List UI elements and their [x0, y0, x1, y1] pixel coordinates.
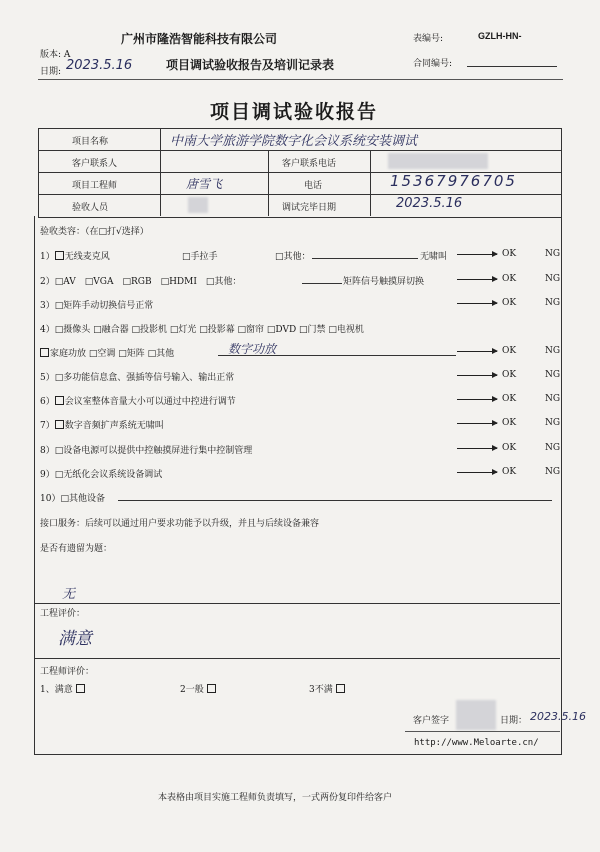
date-label: 日期:	[40, 67, 62, 77]
item-1-ok: OK	[502, 249, 517, 259]
project-name-label: 项目名称	[72, 137, 109, 147]
eval-satisfied-checkbox[interactable]	[76, 684, 85, 693]
engineer-label: 项目工程师	[72, 181, 118, 191]
item-7-ng: NG	[545, 418, 561, 428]
acceptor-redacted	[188, 197, 208, 213]
client-signature-redacted	[456, 700, 496, 730]
item-6-ok: OK	[502, 394, 517, 404]
issues-label: 是否有遗留为题：	[40, 544, 113, 554]
category-intro: 验收类容：（在□打√选择）	[40, 227, 149, 237]
acceptor-label: 验收人员	[72, 203, 109, 213]
item-1-hand-in-hand: □手拉手	[182, 252, 218, 262]
item-6-checkbox[interactable]	[55, 396, 64, 405]
item-5-ng: NG	[545, 370, 561, 380]
form-number-label: 表编号:	[413, 34, 444, 44]
client-sign-label: 客户签字	[413, 716, 450, 726]
item-2: 2）□AV □VGA □RGB □HDMI □其他：	[40, 277, 242, 287]
company-name: 广州市隆浩智能科技有限公司	[121, 32, 278, 46]
finish-date-value: 2023.5.16	[396, 196, 463, 211]
client-phone-label: 客户联系电话	[282, 159, 337, 169]
item-9-ng: NG	[545, 467, 561, 477]
item-3-ok: OK	[502, 298, 517, 308]
eval-average-checkbox[interactable]	[207, 684, 216, 693]
eval-satisfied: 1、满意	[40, 682, 86, 695]
header-date-handwritten: 2023.5.16	[66, 58, 133, 73]
item-3-ng: NG	[545, 298, 561, 308]
contract-number-label: 合同编号:	[413, 59, 453, 69]
engineer-eval-label: 工程师评价：	[40, 667, 95, 677]
item-2-matrix-switch: 矩阵信号触摸屏切换	[343, 277, 425, 287]
project-name-value: 中南大学旅游学院数字化会议系统安装调试	[170, 134, 418, 149]
issues-value: 无	[62, 587, 76, 602]
item-1: 1） 无线麦克风	[40, 252, 110, 262]
item-1-no-howl: 无啸叫	[420, 252, 448, 262]
item-8-ok: OK	[502, 443, 517, 453]
item-9-ok: OK	[502, 467, 517, 477]
form-number-value: GZLH-HN-	[478, 31, 522, 41]
phone-value: 15367976705	[390, 172, 517, 190]
item-8: 8）□设备电源可以提供中控触摸屏进行集中控制管理	[40, 446, 253, 456]
engineering-eval-value: 满意	[58, 629, 92, 649]
item-4-ok: OK	[502, 346, 517, 356]
item-7: 7） 数字音频扩声系统无啸叫	[40, 421, 164, 431]
version: 版本: A	[40, 50, 71, 60]
phone-label: 电话	[304, 181, 323, 191]
eval-unsatisfied-checkbox[interactable]	[336, 684, 345, 693]
item-7-checkbox[interactable]	[55, 420, 64, 429]
item-3: 3）□矩阵手动切换信号正常	[40, 301, 154, 311]
item-2-ng: NG	[545, 274, 561, 284]
website: http://www.Meloarte.cn/	[414, 738, 539, 748]
document-title: 项目调试验收报告及培训记录表	[166, 58, 335, 72]
form-frame	[34, 216, 562, 755]
item-4-handwritten: 数字功放	[228, 342, 277, 356]
engineer-value: 唐雪飞	[186, 177, 223, 191]
engineering-eval-label: 工程评价：	[40, 609, 86, 619]
item-1-ng: NG	[545, 249, 561, 259]
item-6: 6） 会议室整体音量大小可以通过中控进行调节	[40, 397, 236, 407]
footer-note: 本表格由项目实施工程师负责填写，一式两份复印件给客户	[158, 793, 393, 803]
item-4-row-2: 家庭功放 □空调 □矩阵 □其他	[40, 346, 174, 359]
client-contact-label: 客户联系人	[72, 159, 118, 169]
sign-date-value: 2023.5.16	[530, 710, 586, 723]
item-4-ng: NG	[545, 346, 561, 356]
item-5-ok: OK	[502, 370, 517, 380]
item-7-ok: OK	[502, 418, 517, 428]
eval-unsatisfied: 3不满	[309, 682, 346, 695]
main-title: 项目调试验收报告	[210, 101, 379, 123]
item-1-other: □其他：	[275, 252, 311, 262]
item-5: 5）□多功能信息盒、强插等信号输入、输出正常	[40, 373, 235, 383]
sign-date-label: 日期：	[500, 716, 528, 726]
item-2-ok: OK	[502, 274, 517, 284]
item-4-amp-checkbox[interactable]	[40, 348, 49, 357]
item-10: 10）□其他设备	[40, 494, 105, 504]
client-phone-redacted	[388, 153, 488, 169]
item-6-ng: NG	[545, 394, 561, 404]
interface-service: 接口服务：后续可以通过用户要求功能予以升级，并且与后续设备兼容	[40, 519, 320, 529]
item-8-ng: NG	[545, 443, 561, 453]
finish-date-label: 调试完毕日期	[282, 203, 337, 213]
eval-average: 2一般	[180, 682, 217, 695]
item-4: 4）□摄像头 □融合器 □投影机 □灯光 □投影幕 □窗帘 □DVD □门禁 □电视机	[40, 325, 364, 335]
item-9: 9）□无纸化会议系统设备调试	[40, 470, 163, 480]
item-1-checkbox[interactable]	[55, 251, 64, 260]
